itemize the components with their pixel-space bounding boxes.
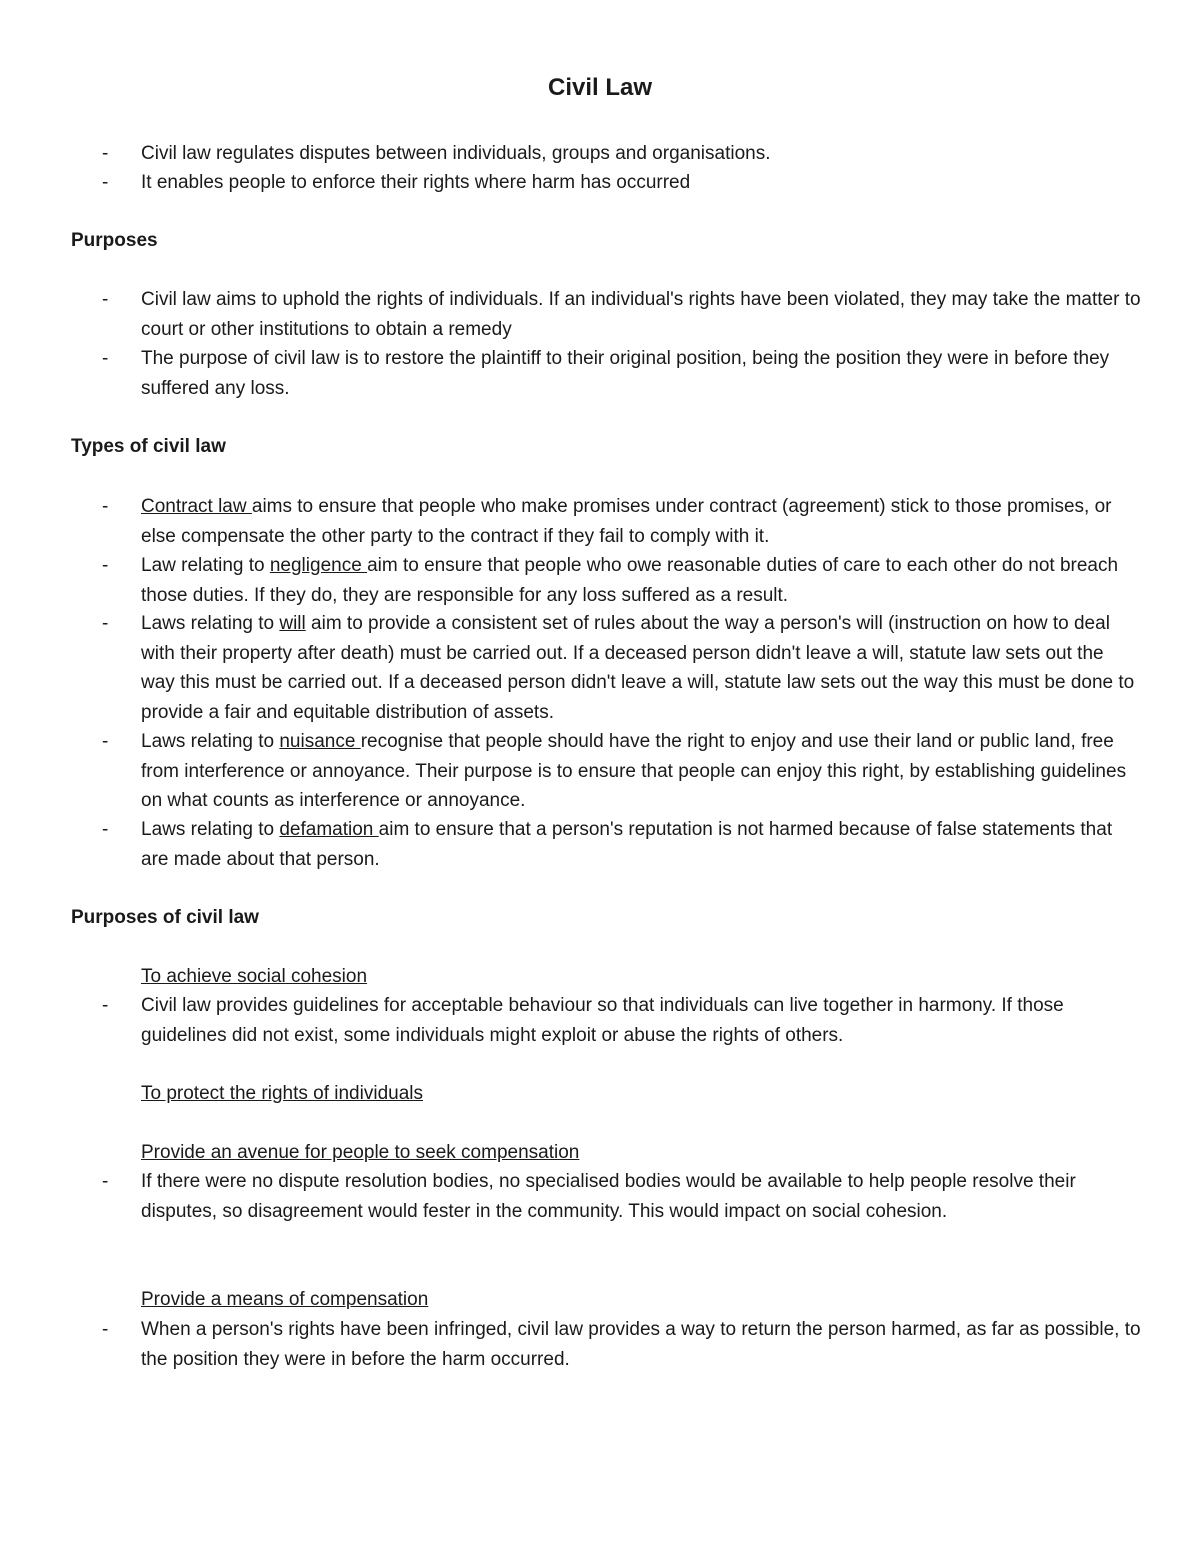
bullet-dash: - (102, 143, 109, 164)
types-item-contract (141, 492, 1141, 551)
item-text: aim to ensure that a person's reputation is not harmed because of false statements that are made about that person. (141, 819, 1113, 870)
bullet-dash: - (102, 348, 109, 369)
types-item-nuisance (141, 727, 1141, 816)
bullet-dash: - (102, 555, 109, 576)
item-text: aim to ensure that people who owe reasonable duties of care to each other do not breach those duties. If they do, they are responsible for any loss suffered as a result. (141, 555, 1119, 606)
term-nuisance: nuisance (279, 731, 361, 752)
term-will: will (279, 613, 306, 634)
types-item-defamation (141, 815, 1141, 874)
item-prefix: Laws relating to (141, 819, 280, 840)
purposes-item: The purpose of civil law is to restore the plaintiff to their original position, being the position they were in before they suffered any loss. (141, 348, 1110, 399)
page-title: Civil Law (547, 74, 653, 101)
bullet-dash: - (102, 1171, 109, 1192)
types-item-negligence (141, 551, 1141, 610)
item-text: aims to ensure that people who make promises under contract (agreement) stick to those promises, or else compensate the other party to the contract if they fail to comply with it. (141, 496, 1112, 547)
bullet-dash: - (102, 613, 109, 634)
item-text: aim to provide a consistent set of rules about the way a person's will (instruction on how to deal with their property after death) must be carried out. If a deceased person didn't leave a will, statute law sets out the way this must be carried out. If a deceased person didn't leave a will, statute law sets out the way this must be done to provide a fair and equitable distribution of assets. (141, 613, 1135, 723)
term-defamation: defamation (279, 819, 379, 840)
intro-item: It enables people to enforce their rights where harm has occurred (141, 172, 691, 193)
section-heading-purposes-civil: Purposes of civil law (71, 907, 259, 928)
section-heading-types: Types of civil law (71, 436, 226, 457)
means-text: When a person's rights have been infringed, civil law provides a way to return the person harmed, as far as possible, to the position they were in before the harm occurred. (141, 1319, 1141, 1370)
bullet-dash: - (102, 819, 109, 840)
subhead-means-compensation: Provide a means of compensation (141, 1289, 429, 1310)
term-negligence: negligence (269, 555, 368, 576)
bullet-dash: - (102, 995, 109, 1016)
bullet-dash: - (102, 496, 109, 517)
subhead-protect-rights: To protect the rights of individuals (141, 1083, 423, 1104)
item-text: recognise that people should have the right to enjoy and use their land or public land, free from interference or annoyance. Their purpose is to ensure that people can enjoy this right, by establishing guidelines on what counts as interference or annoyance. (141, 731, 1127, 811)
section-heading-purposes: Purposes (71, 230, 158, 251)
bullet-dash: - (102, 731, 109, 752)
bullet-dash: - (102, 1319, 109, 1340)
bullet-dash: - (102, 289, 109, 310)
item-prefix: Laws relating to (141, 613, 280, 634)
term-contract-law: Contract law (141, 496, 252, 517)
avenue-text: If there were no dispute resolution bodies, no specialised bodies would be available to help people resolve their disputes, so disagreement would fester in the community. This would impact on social cohesion. (141, 1171, 1076, 1222)
intro-item: Civil law regulates disputes between individuals, groups and organisations. (141, 143, 771, 164)
subhead-social-cohesion: To achieve social cohesion (141, 966, 368, 987)
item-prefix: Law relating to (141, 555, 270, 576)
item-prefix: Laws relating to (141, 731, 280, 752)
bullet-dash: - (102, 172, 109, 193)
subhead-avenue-compensation: Provide an avenue for people to seek compensation (141, 1142, 580, 1163)
purposes-item: Civil law aims to uphold the rights of individuals. If an individual's rights have been violated, they may take the matter to court or other institutions to obtain a remedy (141, 289, 1141, 340)
types-item-will (141, 609, 1141, 727)
social-cohesion-text: Civil law provides guidelines for acceptable behaviour so that individuals can live together in harmony. If those guidelines did not exist, some individuals might exploit or abuse the rights of others. (141, 995, 1064, 1046)
